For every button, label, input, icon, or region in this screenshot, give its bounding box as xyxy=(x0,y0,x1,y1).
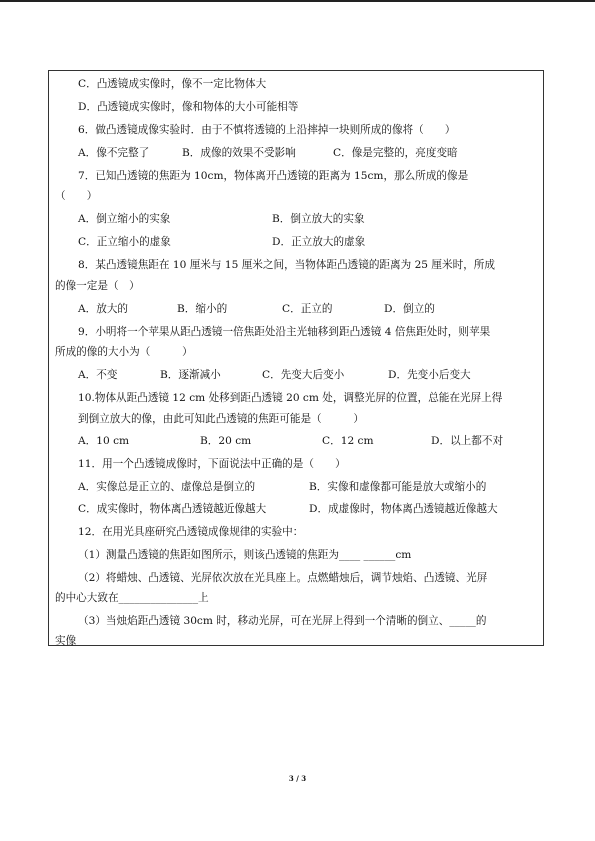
q12-part2: （2）将蜡烛、凸透镜、光屏依次放在光具座上。点燃蜡烛后，调节烛焰、凸透镜、光屏 xyxy=(78,572,488,584)
q8-stem-cont: 的像一定是（ ） xyxy=(55,280,140,292)
q6-stem: 6．做凸透镜成像实验时．由于不慎将透镜的上沿摔掉一块则所成的像将（ ） xyxy=(78,124,456,136)
q8-stem: 8．某凸透镜焦距在 10 厘米与 15 厘米之间，当物体距凸透镜的距离为 25 厘米时，所成 xyxy=(78,259,495,271)
q8-option-a: A．放大的 xyxy=(78,303,129,315)
top-rule xyxy=(0,0,595,2)
q6-option-b: B．成像的效果不受影响 xyxy=(182,147,296,159)
q10-stem-cont: 到倒立放大的像，由此可知此凸透镜的焦距可能是（ ） xyxy=(78,413,365,425)
q9-option-b: B．逐渐减小 xyxy=(160,369,221,381)
q11-option-c: C．成实像时，物体离凸透镜越近像越大 xyxy=(78,503,267,515)
q11-option-b: B．实像和虚像都可能是放大或缩小的 xyxy=(309,481,487,493)
q10-option-c: C．12 cm xyxy=(322,435,374,447)
q7-option-d: D．正立放大的虚象 xyxy=(272,236,366,248)
q5-option-d: D．凸透镜成实像时，像和物体的大小可能相等 xyxy=(78,101,299,113)
q7-option-a: A．倒立缩小的实象 xyxy=(78,213,171,225)
q9-option-c: C．先变大后变小 xyxy=(262,369,345,381)
page-number: 3 / 3 xyxy=(288,774,307,783)
q8-option-c: C．正立的 xyxy=(282,303,333,315)
q10-option-b: B．20 cm xyxy=(200,435,252,447)
q12-part1: （1）测量凸透镜的焦距如图所示，则该凸透镜的焦距为____ ______cm xyxy=(78,549,412,561)
q10-option-a: A．10 cm xyxy=(78,435,130,447)
q5-option-c: C．凸透镜成实像时，像不一定比物体大 xyxy=(78,78,267,90)
q9-stem: 9．小明将一个苹果从距凸透镜一倍焦距处沿主光轴移到距凸透镜 4 倍焦距处时，则苹果 xyxy=(78,326,491,338)
q7-option-b: B．倒立放大的实象 xyxy=(272,213,365,225)
q12-part2-cont: 的中心大致在_______________上 xyxy=(55,592,209,604)
q9-option-a: A．不变 xyxy=(78,369,118,381)
q11-stem: 11．用一个凸透镜成像时，下面说法中正确的是（ ） xyxy=(78,458,346,470)
q7-stem: 7．已知凸透镜的焦距为 10cm，物体离开凸透镜的距离为 15cm，那么所成的像是 xyxy=(78,170,469,182)
q12-part3: （3）当烛焰距凸透镜 30cm 时，移动光屏，可在光屏上得到一个清晰的倒立、_____的 xyxy=(78,615,487,627)
q7-option-c: C．正立缩小的虚象 xyxy=(78,236,171,248)
q8-option-b: B．缩小的 xyxy=(177,303,228,315)
q11-option-d: D．成虚像时，物体离凸透镜越近像越大 xyxy=(309,503,498,515)
q10-stem: 10.物体从距凸透镜 12 cm 处移到距凸透镜 20 cm 处，调整光屏的位置，总能在光屏上得 xyxy=(78,392,503,404)
q6-option-c: C．像是完整的，亮度变暗 xyxy=(333,147,458,159)
q12-stem: 12．在用光具座研究凸透镜成像规律的实验中： xyxy=(78,526,304,538)
q7-stem-cont: （ ） xyxy=(55,190,98,202)
q12-part3-cont: 实像 xyxy=(55,635,77,647)
q9-stem-cont: 所成的像的大小为（ ） xyxy=(55,346,193,358)
q6-option-a: A．像不完整了 xyxy=(78,147,150,159)
q9-option-d: D．先变小后变大 xyxy=(388,369,471,381)
q10-option-d: D．以上都不对 xyxy=(431,435,504,447)
q8-option-d: D．倒立的 xyxy=(384,303,435,315)
q11-option-a: A．实像总是正立的、虚像总是倒立的 xyxy=(78,481,256,493)
